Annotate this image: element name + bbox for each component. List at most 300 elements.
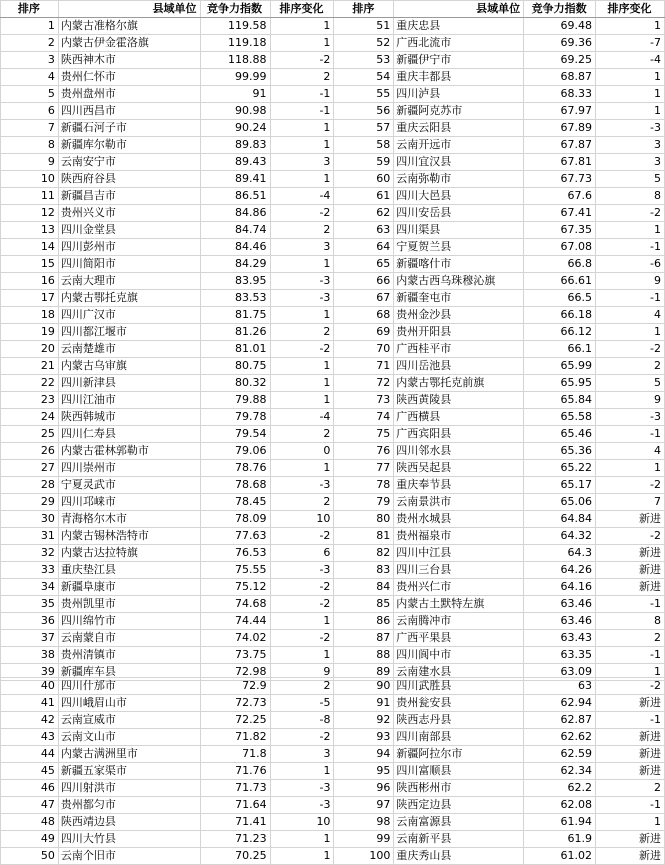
cell-change: -1 — [596, 290, 665, 307]
table-row — [1, 613, 665, 630]
cell-rank: 48 — [1, 814, 59, 831]
cell-index: 65.06 — [524, 494, 596, 511]
cell-index: 62.59 — [524, 746, 596, 763]
cell-rank: 24 — [1, 409, 59, 426]
cell-rank: 55 — [334, 86, 394, 103]
table-row — [1, 460, 665, 477]
cell-index: 67.41 — [524, 205, 596, 222]
cell-change: 新进 — [596, 511, 665, 528]
header-county: 县域单位 — [58, 1, 200, 18]
table-row — [1, 712, 665, 729]
cell-county: 宁夏灵武市 — [58, 477, 200, 494]
cell-rank: 22 — [1, 375, 59, 392]
cell-index: 69.25 — [524, 52, 596, 69]
cell-rank: 35 — [1, 596, 59, 613]
cell-county: 重庆忠县 — [394, 18, 524, 35]
table-row — [1, 239, 665, 256]
cell-county: 四川邛崃市 — [58, 494, 200, 511]
cell-rank: 68 — [334, 307, 394, 324]
table-row — [1, 137, 665, 154]
cell-rank: 47 — [1, 797, 59, 814]
cell-rank: 90 — [334, 678, 394, 695]
cell-index: 66.61 — [524, 273, 596, 290]
cell-change: 2 — [596, 358, 665, 375]
cell-county: 云南弥勒市 — [394, 171, 524, 188]
cell-index: 79.78 — [200, 409, 270, 426]
cell-county: 贵州金沙县 — [394, 307, 524, 324]
cell-change: 9 — [596, 273, 665, 290]
table-row — [1, 647, 665, 664]
cell-county: 云南腾冲市 — [394, 613, 524, 630]
cell-county: 云南新平县 — [394, 831, 524, 848]
cell-rank: 45 — [1, 763, 59, 780]
cell-rank: 46 — [1, 780, 59, 797]
cell-index: 62.62 — [524, 729, 596, 746]
cell-county: 贵州清镇市 — [58, 647, 200, 664]
cell-rank: 43 — [1, 729, 59, 746]
cell-change: -3 — [270, 290, 334, 307]
cell-change: -2 — [270, 528, 334, 545]
cell-county: 广西北流市 — [394, 35, 524, 52]
cell-change: 9 — [596, 392, 665, 409]
cell-change: 1 — [596, 222, 665, 239]
cell-change: 1 — [596, 460, 665, 477]
table-row — [1, 324, 665, 341]
cell-county: 云南景洪市 — [394, 494, 524, 511]
cell-index: 80.75 — [200, 358, 270, 375]
cell-county: 四川邻水县 — [394, 443, 524, 460]
cell-index: 78.09 — [200, 511, 270, 528]
cell-index: 79.88 — [200, 392, 270, 409]
cell-change: 1 — [270, 460, 334, 477]
cell-rank: 6 — [1, 103, 59, 120]
cell-rank: 85 — [334, 596, 394, 613]
cell-rank: 31 — [1, 528, 59, 545]
table-row — [1, 780, 665, 797]
cell-rank: 95 — [334, 763, 394, 780]
cell-index: 66.5 — [524, 290, 596, 307]
cell-index: 99.99 — [200, 69, 270, 86]
cell-change: -3 — [270, 273, 334, 290]
cell-rank: 92 — [334, 712, 394, 729]
cell-county: 重庆丰都县 — [394, 69, 524, 86]
cell-rank: 93 — [334, 729, 394, 746]
table-row — [1, 797, 665, 814]
header-county-2: 县域单位 — [394, 1, 524, 18]
cell-county: 四川江油市 — [58, 392, 200, 409]
cell-county: 重庆垫江县 — [58, 562, 200, 579]
cell-rank: 74 — [334, 409, 394, 426]
cell-change: 0 — [270, 443, 334, 460]
header-change: 排序变化 — [270, 1, 334, 18]
cell-index: 62.34 — [524, 763, 596, 780]
cell-county: 新疆五家渠市 — [58, 763, 200, 780]
table-row — [1, 545, 665, 562]
table-row — [1, 18, 665, 35]
table-row — [1, 477, 665, 494]
cell-rank: 27 — [1, 460, 59, 477]
table-row — [1, 678, 665, 695]
cell-county: 重庆奉节县 — [394, 477, 524, 494]
cell-rank: 33 — [1, 562, 59, 579]
cell-county: 云南文山市 — [58, 729, 200, 746]
cell-index: 67.87 — [524, 137, 596, 154]
cell-rank: 16 — [1, 273, 59, 290]
cell-index: 63 — [524, 678, 596, 695]
cell-index: 79.54 — [200, 426, 270, 443]
cell-change: 1 — [270, 35, 334, 52]
cell-county: 陕西吴起县 — [394, 460, 524, 477]
cell-index: 65.95 — [524, 375, 596, 392]
cell-change: -4 — [270, 188, 334, 205]
cell-index: 63.46 — [524, 596, 596, 613]
cell-index: 84.86 — [200, 205, 270, 222]
cell-change: -2 — [270, 596, 334, 613]
cell-rank: 77 — [334, 460, 394, 477]
cell-index: 77.63 — [200, 528, 270, 545]
cell-index: 84.46 — [200, 239, 270, 256]
cell-rank: 53 — [334, 52, 394, 69]
cell-index: 86.51 — [200, 188, 270, 205]
cell-rank: 28 — [1, 477, 59, 494]
cell-index: 62.08 — [524, 797, 596, 814]
cell-rank: 44 — [1, 746, 59, 763]
cell-index: 74.44 — [200, 613, 270, 630]
table-row — [1, 763, 665, 780]
cell-rank: 2 — [1, 35, 59, 52]
cell-rank: 96 — [334, 780, 394, 797]
table-row — [1, 171, 665, 188]
cell-county: 云南大理市 — [58, 273, 200, 290]
cell-index: 71.8 — [200, 746, 270, 763]
cell-rank: 71 — [334, 358, 394, 375]
cell-county: 青海格尔木市 — [58, 511, 200, 528]
cell-county: 四川泸县 — [394, 86, 524, 103]
table-row — [1, 409, 665, 426]
cell-index: 70.25 — [200, 848, 270, 865]
cell-rank: 26 — [1, 443, 59, 460]
cell-index: 67.97 — [524, 103, 596, 120]
cell-index: 66.8 — [524, 256, 596, 273]
cell-index: 67.08 — [524, 239, 596, 256]
cell-change: -6 — [596, 256, 665, 273]
cell-rank: 86 — [334, 613, 394, 630]
cell-index: 89.83 — [200, 137, 270, 154]
cell-index: 69.36 — [524, 35, 596, 52]
cell-county: 云南开远市 — [394, 137, 524, 154]
cell-index: 65.46 — [524, 426, 596, 443]
cell-index: 67.35 — [524, 222, 596, 239]
table-row — [1, 341, 665, 358]
table-header-row — [1, 1, 665, 18]
cell-rank: 1 — [1, 18, 59, 35]
cell-index: 84.29 — [200, 256, 270, 273]
cell-change: 1 — [270, 358, 334, 375]
cell-change: 新进 — [596, 545, 665, 562]
cell-change: 1 — [270, 848, 334, 865]
cell-change: 1 — [270, 375, 334, 392]
cell-change: -4 — [270, 409, 334, 426]
cell-county: 贵州水城县 — [394, 511, 524, 528]
cell-index: 72.98 — [200, 664, 270, 681]
cell-rank: 23 — [1, 392, 59, 409]
cell-change: 2 — [596, 780, 665, 797]
cell-change: 新进 — [596, 746, 665, 763]
cell-index: 65.58 — [524, 409, 596, 426]
cell-index: 72.9 — [200, 678, 270, 695]
cell-rank: 29 — [1, 494, 59, 511]
cell-index: 67.81 — [524, 154, 596, 171]
cell-index: 81.26 — [200, 324, 270, 341]
ranking-table-bottom — [0, 677, 665, 865]
table-row — [1, 222, 665, 239]
table-row — [1, 52, 665, 69]
cell-county: 新疆伊宁市 — [394, 52, 524, 69]
cell-rank: 50 — [1, 848, 59, 865]
cell-index: 71.23 — [200, 831, 270, 848]
cell-county: 新疆库车县 — [58, 664, 200, 681]
cell-rank: 12 — [1, 205, 59, 222]
cell-rank: 32 — [1, 545, 59, 562]
cell-rank: 38 — [1, 647, 59, 664]
table-row — [1, 630, 665, 647]
cell-county: 四川宜汉县 — [394, 154, 524, 171]
cell-index: 83.53 — [200, 290, 270, 307]
cell-county: 四川富顺县 — [394, 763, 524, 780]
cell-county: 四川南部县 — [394, 729, 524, 746]
cell-change: -1 — [596, 596, 665, 613]
cell-change: 1 — [596, 664, 665, 681]
cell-index: 71.41 — [200, 814, 270, 831]
cell-rank: 97 — [334, 797, 394, 814]
cell-rank: 36 — [1, 613, 59, 630]
cell-county: 新疆奎屯市 — [394, 290, 524, 307]
cell-rank: 15 — [1, 256, 59, 273]
cell-index: 74.68 — [200, 596, 270, 613]
table-row — [1, 814, 665, 831]
cell-index: 118.88 — [200, 52, 270, 69]
cell-county: 云南建水县 — [394, 664, 524, 681]
cell-rank: 88 — [334, 647, 394, 664]
cell-change: 新进 — [596, 763, 665, 780]
table-row — [1, 729, 665, 746]
cell-change: 3 — [596, 154, 665, 171]
cell-change: 10 — [270, 814, 334, 831]
table-row — [1, 528, 665, 545]
cell-rank: 56 — [334, 103, 394, 120]
cell-index: 78.76 — [200, 460, 270, 477]
cell-change: 1 — [270, 120, 334, 137]
cell-county: 新疆石河子市 — [58, 120, 200, 137]
cell-county: 陕西靖边县 — [58, 814, 200, 831]
cell-county: 云南蒙自市 — [58, 630, 200, 647]
cell-change: 3 — [270, 746, 334, 763]
cell-change: 4 — [596, 443, 665, 460]
cell-change: -1 — [270, 103, 334, 120]
cell-county: 陕西府谷县 — [58, 171, 200, 188]
cell-change: 1 — [596, 103, 665, 120]
cell-change: 新进 — [596, 562, 665, 579]
cell-county: 云南安宁市 — [58, 154, 200, 171]
cell-change: 6 — [270, 545, 334, 562]
cell-county: 四川中江县 — [394, 545, 524, 562]
cell-change: 3 — [596, 137, 665, 154]
cell-index: 65.84 — [524, 392, 596, 409]
header-index-2: 竞争力指数 — [524, 1, 596, 18]
cell-index: 71.82 — [200, 729, 270, 746]
cell-index: 75.55 — [200, 562, 270, 579]
cell-county: 贵州福泉市 — [394, 528, 524, 545]
cell-county: 四川射洪市 — [58, 780, 200, 797]
cell-change: 8 — [596, 613, 665, 630]
cell-index: 63.46 — [524, 613, 596, 630]
cell-change: -2 — [270, 630, 334, 647]
cell-change: 2 — [270, 494, 334, 511]
cell-index: 78.45 — [200, 494, 270, 511]
cell-change: 5 — [596, 171, 665, 188]
cell-rank: 65 — [334, 256, 394, 273]
cell-county: 内蒙古伊金霍洛旗 — [58, 35, 200, 52]
table-row — [1, 579, 665, 596]
table-row — [1, 120, 665, 137]
cell-change: 1 — [270, 392, 334, 409]
cell-rank: 98 — [334, 814, 394, 831]
cell-change: 2 — [270, 426, 334, 443]
cell-county: 四川西昌市 — [58, 103, 200, 120]
table-row — [1, 746, 665, 763]
cell-county: 内蒙古乌审旗 — [58, 358, 200, 375]
cell-rank: 60 — [334, 171, 394, 188]
cell-rank: 64 — [334, 239, 394, 256]
cell-county: 陕西黄陵县 — [394, 392, 524, 409]
cell-index: 90.98 — [200, 103, 270, 120]
cell-rank: 21 — [1, 358, 59, 375]
cell-rank: 83 — [334, 562, 394, 579]
table-row — [1, 562, 665, 579]
cell-rank: 79 — [334, 494, 394, 511]
cell-county: 四川渠县 — [394, 222, 524, 239]
cell-index: 61.9 — [524, 831, 596, 848]
header-rank: 排序 — [1, 1, 59, 18]
cell-rank: 42 — [1, 712, 59, 729]
cell-rank: 87 — [334, 630, 394, 647]
cell-change: -1 — [596, 797, 665, 814]
cell-rank: 11 — [1, 188, 59, 205]
cell-change: -2 — [596, 477, 665, 494]
table-row — [1, 848, 665, 865]
cell-index: 62.2 — [524, 780, 596, 797]
cell-rank: 34 — [1, 579, 59, 596]
cell-change: 新进 — [596, 848, 665, 865]
cell-rank: 39 — [1, 664, 59, 681]
cell-rank: 70 — [334, 341, 394, 358]
cell-index: 83.95 — [200, 273, 270, 290]
cell-change: 1 — [270, 256, 334, 273]
cell-county: 云南楚雄市 — [58, 341, 200, 358]
cell-county: 四川三台县 — [394, 562, 524, 579]
cell-rank: 30 — [1, 511, 59, 528]
cell-index: 84.74 — [200, 222, 270, 239]
table-row — [1, 443, 665, 460]
cell-change: 2 — [270, 69, 334, 86]
cell-index: 66.18 — [524, 307, 596, 324]
cell-change: 1 — [596, 18, 665, 35]
cell-index: 119.18 — [200, 35, 270, 52]
cell-index: 68.87 — [524, 69, 596, 86]
cell-county: 广西桂平市 — [394, 341, 524, 358]
cell-change: 8 — [596, 188, 665, 205]
cell-change: -1 — [596, 712, 665, 729]
cell-change: -7 — [596, 35, 665, 52]
cell-county: 内蒙古鄂托克旗 — [58, 290, 200, 307]
cell-index: 80.32 — [200, 375, 270, 392]
table-row — [1, 205, 665, 222]
cell-county: 贵州都匀市 — [58, 797, 200, 814]
cell-index: 78.68 — [200, 477, 270, 494]
cell-rank: 84 — [334, 579, 394, 596]
cell-county: 四川峨眉山市 — [58, 695, 200, 712]
cell-rank: 72 — [334, 375, 394, 392]
cell-change: 1 — [596, 324, 665, 341]
cell-change: 1 — [270, 307, 334, 324]
cell-county: 四川大邑县 — [394, 188, 524, 205]
cell-county: 四川阆中市 — [394, 647, 524, 664]
cell-rank: 19 — [1, 324, 59, 341]
cell-change: 2 — [270, 678, 334, 695]
cell-county: 新疆阿拉尔市 — [394, 746, 524, 763]
cell-index: 90.24 — [200, 120, 270, 137]
cell-rank: 73 — [334, 392, 394, 409]
cell-rank: 8 — [1, 137, 59, 154]
cell-county: 内蒙古准格尔旗 — [58, 18, 200, 35]
cell-change: 新进 — [596, 729, 665, 746]
cell-county: 四川彭州市 — [58, 239, 200, 256]
cell-change: 1 — [270, 137, 334, 154]
cell-change: 新进 — [596, 579, 665, 596]
table-row — [1, 35, 665, 52]
cell-rank: 62 — [334, 205, 394, 222]
cell-index: 73.75 — [200, 647, 270, 664]
table-row — [1, 358, 665, 375]
cell-county: 四川崇州市 — [58, 460, 200, 477]
cell-county: 内蒙古西乌珠穆沁旗 — [394, 273, 524, 290]
cell-change: -3 — [270, 780, 334, 797]
cell-rank: 80 — [334, 511, 394, 528]
cell-county: 陕西志丹县 — [394, 712, 524, 729]
cell-index: 71.76 — [200, 763, 270, 780]
cell-rank: 75 — [334, 426, 394, 443]
cell-index: 67.6 — [524, 188, 596, 205]
table-row — [1, 69, 665, 86]
cell-index: 81.01 — [200, 341, 270, 358]
cell-index: 91 — [200, 86, 270, 103]
cell-county: 四川新津县 — [58, 375, 200, 392]
cell-county: 陕西神木市 — [58, 52, 200, 69]
cell-change: 1 — [270, 171, 334, 188]
cell-county: 四川岳池县 — [394, 358, 524, 375]
cell-county: 四川绵竹市 — [58, 613, 200, 630]
cell-change: 5 — [596, 375, 665, 392]
cell-county: 内蒙古达拉特旗 — [58, 545, 200, 562]
cell-county: 陕西韩城市 — [58, 409, 200, 426]
cell-rank: 5 — [1, 86, 59, 103]
cell-rank: 66 — [334, 273, 394, 290]
cell-rank: 13 — [1, 222, 59, 239]
cell-index: 66.1 — [524, 341, 596, 358]
cell-index: 64.84 — [524, 511, 596, 528]
cell-rank: 100 — [334, 848, 394, 865]
cell-county: 宁夏贺兰县 — [394, 239, 524, 256]
